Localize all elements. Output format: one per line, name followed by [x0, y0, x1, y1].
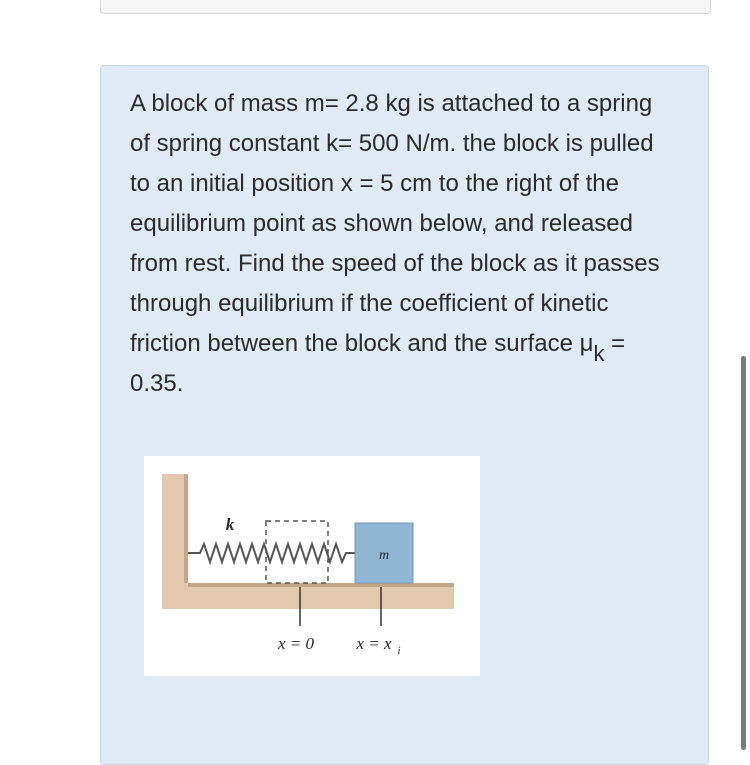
question-answer-value: = 0.35.: [130, 330, 626, 397]
spring-constant-label: k: [225, 515, 235, 534]
previous-panel: [100, 0, 711, 14]
spring-block-diagram: [144, 456, 480, 676]
question-text: [130, 84, 660, 404]
question-panel: [100, 65, 709, 765]
equilibrium-position-label: x = 0: [277, 634, 315, 653]
spring-coil: [188, 544, 355, 562]
initial-position-subscript: i: [397, 645, 401, 657]
spring-block-figure: [144, 456, 480, 676]
wall-edge: [184, 474, 188, 583]
mass-label: m: [378, 548, 390, 563]
mu-symbol: μ: [579, 330, 594, 357]
page-scrollbar[interactable]: [741, 356, 746, 750]
mu-subscript: k: [593, 341, 605, 366]
initial-position-label: x = x: [356, 634, 392, 653]
question-body: A block of mass m= 2.8 kg is attached to a spring of spring constant k= 500 N/m. the block is pulled to an initial position x = 5 cm to the right of the equilibrium point as shown below, and released from rest. Find the speed of the block as it passes through equilibrium if the coefficient of kinetic friction between the block and the surface: [130, 90, 660, 357]
